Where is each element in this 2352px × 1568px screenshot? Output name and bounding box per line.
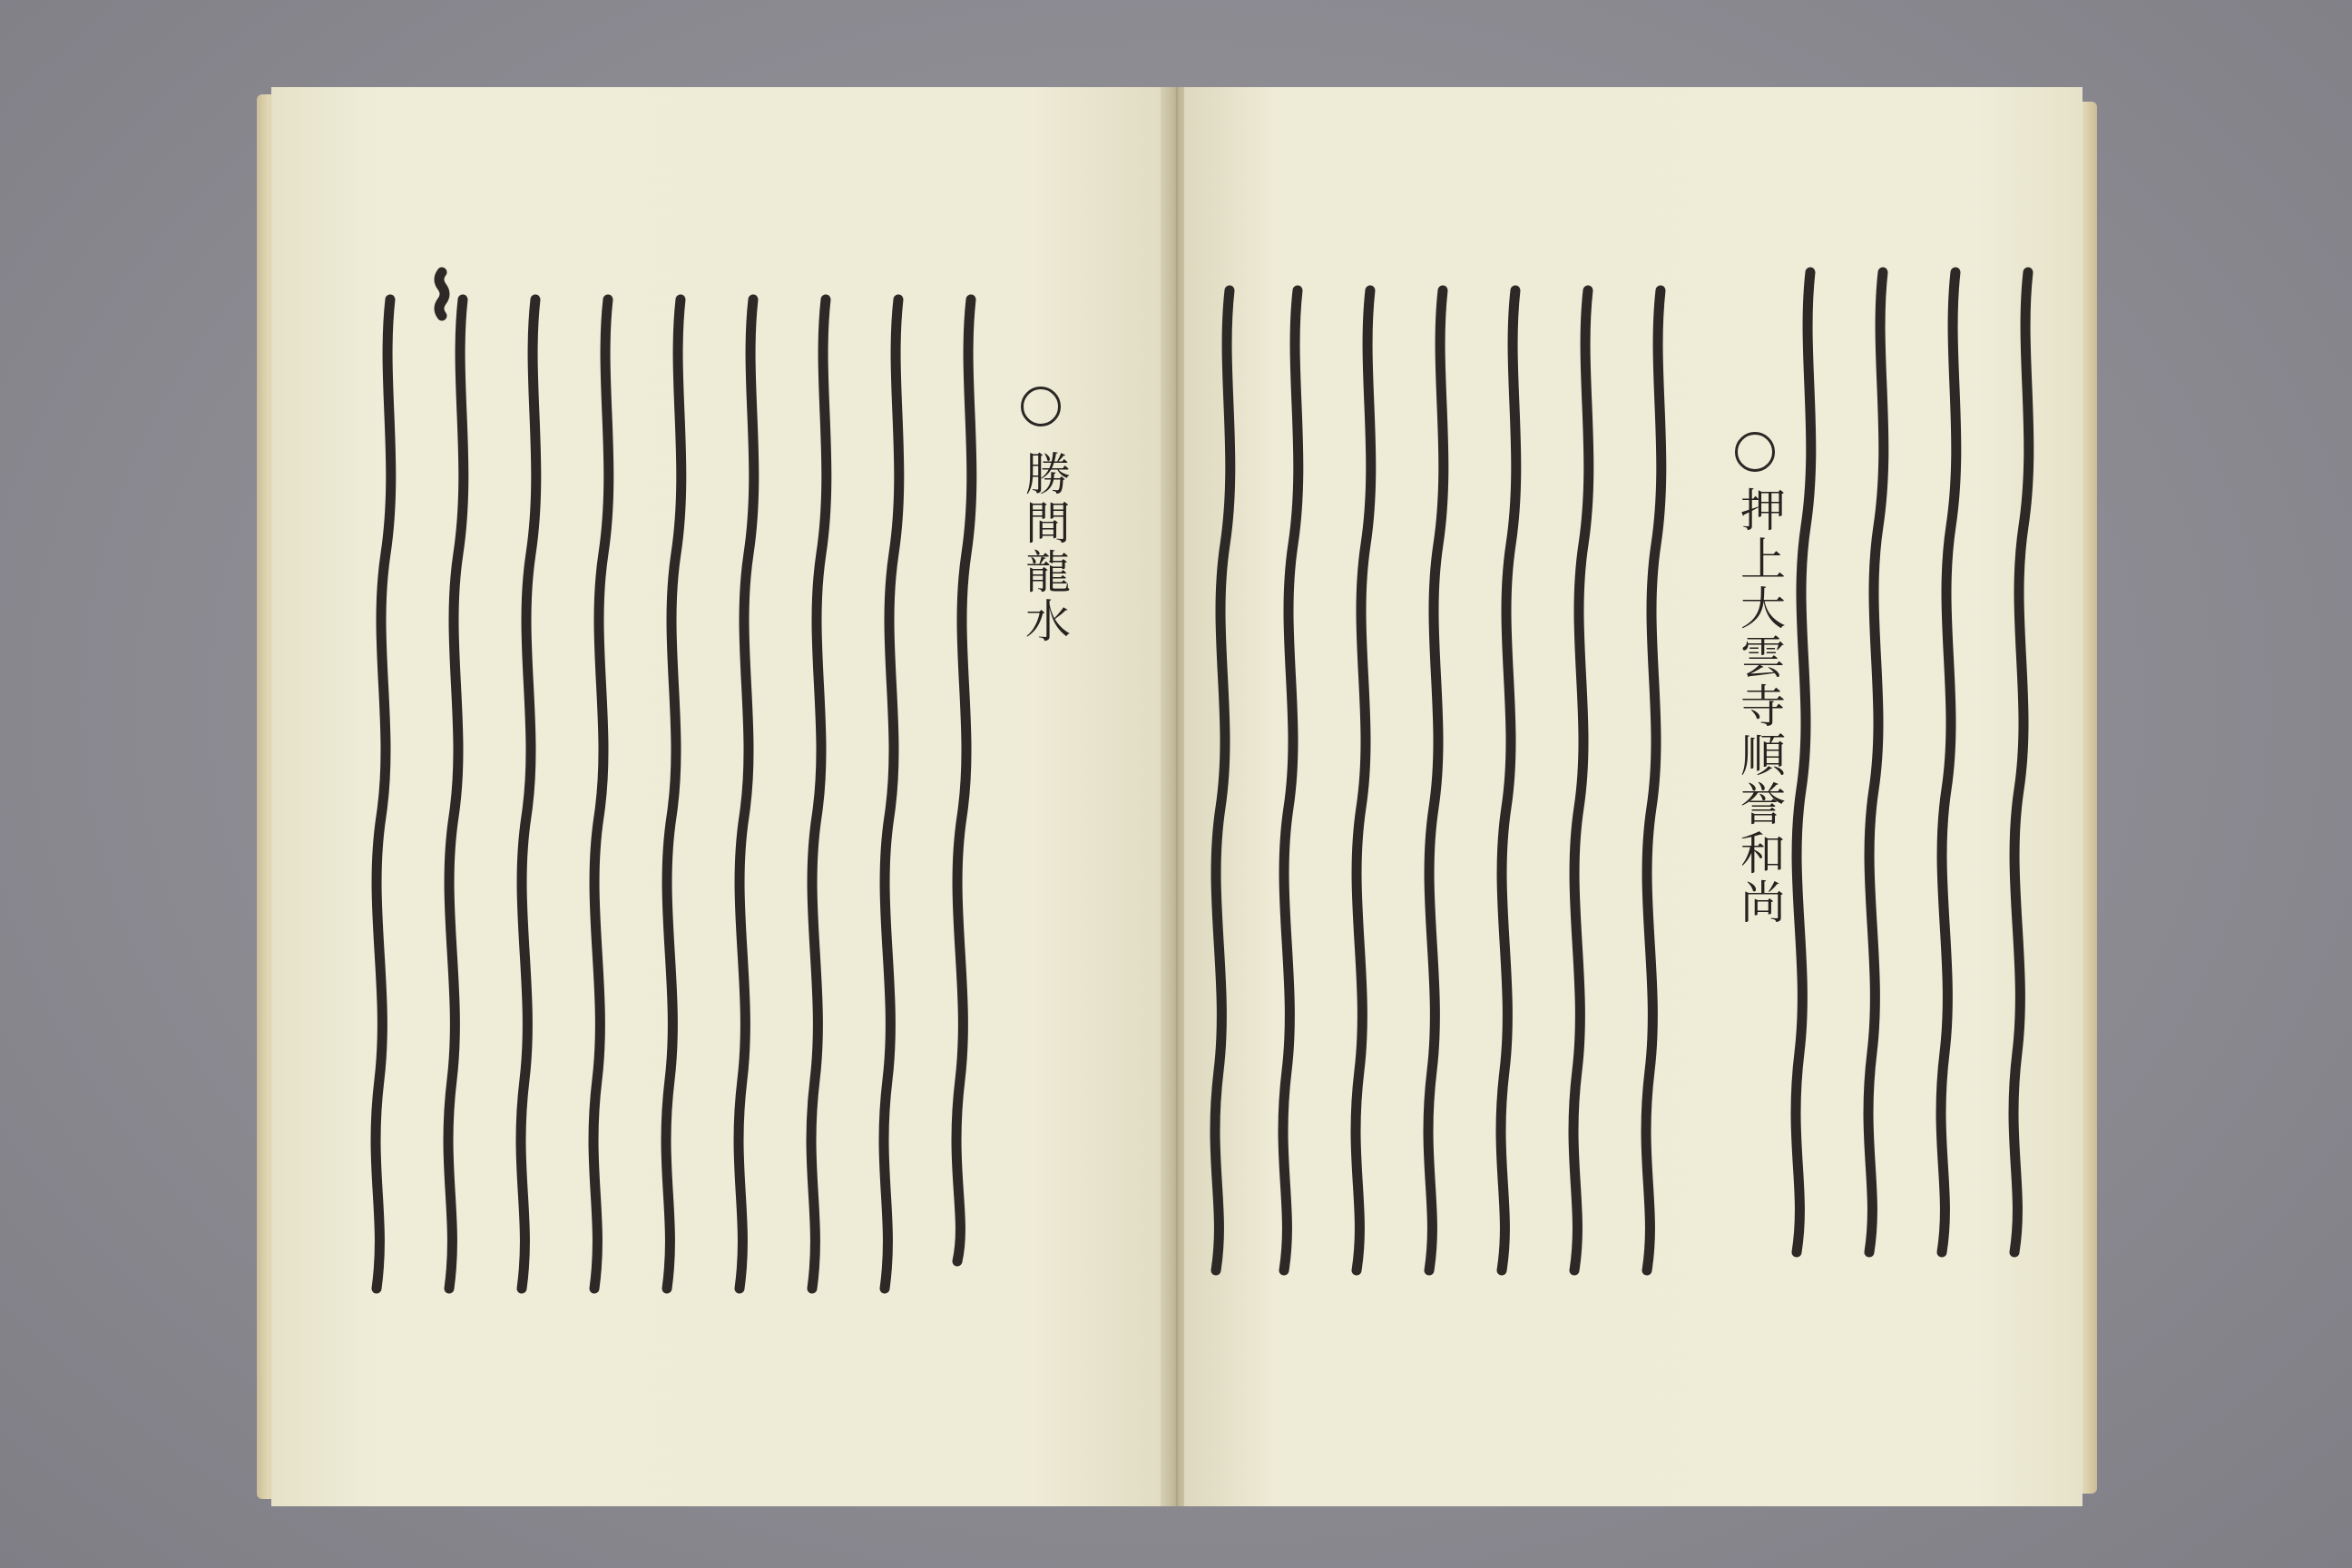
left-page-manuscript-columns [376,299,972,1289]
entry-heading: 押上大雲寺順誉和尚 [1733,486,1786,927]
right-page-manuscript-columns [1215,272,2029,1270]
entry-title: 勝間龍水 [1018,450,1071,646]
